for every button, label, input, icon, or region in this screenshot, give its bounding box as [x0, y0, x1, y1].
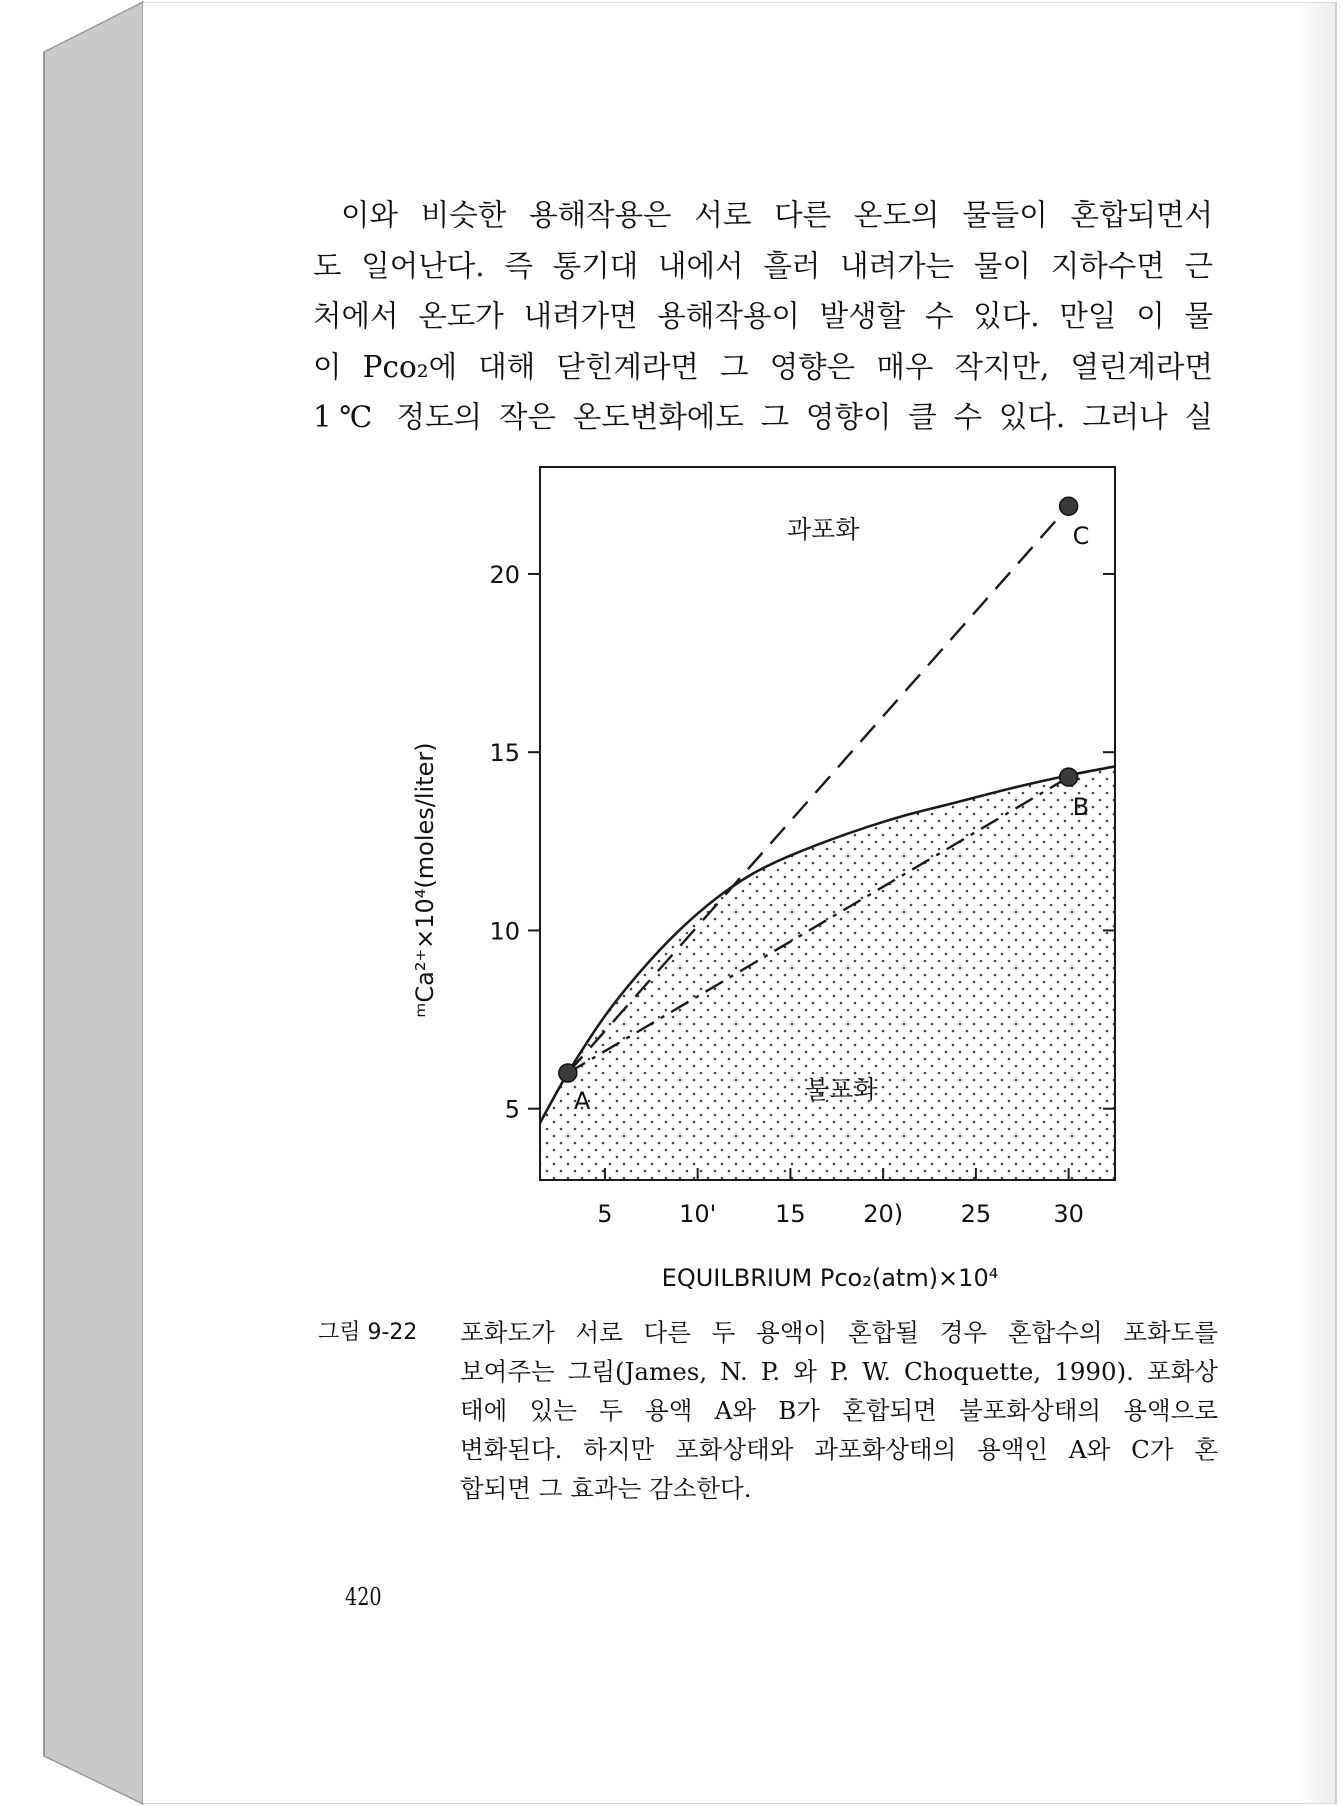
- y-tick-label: 5: [504, 1095, 520, 1124]
- y-tick-label: 10: [489, 917, 520, 946]
- x-tick-label: 5: [597, 1200, 613, 1228]
- y-axis-label: ᵐCa²⁺×10⁴(moles/liter): [411, 742, 439, 1018]
- caption-text: [460, 1313, 1218, 1508]
- body-line: 처에서 온도가 내려가면 용해작용이 발생할 수 있다. 만일 이 물: [313, 299, 1213, 333]
- region-label-undersaturated: 불포화: [805, 1075, 878, 1104]
- caption-line: 태에 있는 두 용액 A와 B가 혼합되면 불포화상태의 용액으로: [460, 1396, 1218, 1425]
- point-label-c: C: [1072, 522, 1090, 551]
- region-label-supersaturated: 과포화: [787, 515, 860, 544]
- x-tick-label: 20): [863, 1200, 904, 1228]
- point-label-a: A: [573, 1087, 591, 1116]
- page-number: 420: [345, 1583, 382, 1611]
- caption-line: 포화도가 서로 다른 두 용액이 혼합될 경우 혼합수의 포화도를: [460, 1318, 1218, 1347]
- page-edge-shadow: [1295, 3, 1335, 1803]
- body-line: 1℃ 정도의 작은 온도변화에도 그 영향이 클 수 있다. 그러나 실: [313, 400, 1213, 434]
- caption-line: 변화된다. 하지만 포화상태와 과포화상태의 용액인 A와 C가 혼: [460, 1435, 1218, 1464]
- point-label-b: B: [1072, 793, 1090, 822]
- book-spine-side: [0, 0, 145, 1806]
- caption-line: 합되면 그 효과는 감소한다.: [460, 1474, 752, 1503]
- body-paragraph: [313, 190, 1213, 443]
- undersaturated-region: [540, 766, 1115, 1180]
- point-a: [559, 1064, 577, 1082]
- body-line: 도 일어난다. 즉 통기대 내에서 흘러 내려가는 물이 지하수면 근: [313, 248, 1213, 283]
- y-tick-label: 15: [489, 739, 520, 768]
- caption-line: 보여주는 그림(James, N. P. 와 P. W. Choquette, 1990). 포화상: [460, 1357, 1218, 1386]
- x-tick-label: 30: [1053, 1200, 1084, 1228]
- x-tick-label: 25: [960, 1200, 992, 1228]
- x-axis-label: EQUILBRIUM Pco₂(atm)×10⁴: [661, 1264, 999, 1292]
- saturation-mixing-chart: [390, 440, 1150, 1310]
- x-tick-label: 15: [775, 1200, 806, 1228]
- x-tick-label: 10': [679, 1200, 717, 1228]
- y-tick-label: 20: [489, 560, 520, 589]
- figure-number: 그림 9-22: [318, 1320, 418, 1345]
- body-line: 이와 비슷한 용해작용은 서로 다른 온도의 물들이 혼합되면서: [341, 198, 1213, 232]
- point-c: [1060, 497, 1078, 515]
- point-b: [1060, 768, 1078, 786]
- body-line: 이 Pco₂에 대해 닫힌계라면 그 영향은 매우 작지만, 열린계라면: [313, 349, 1213, 384]
